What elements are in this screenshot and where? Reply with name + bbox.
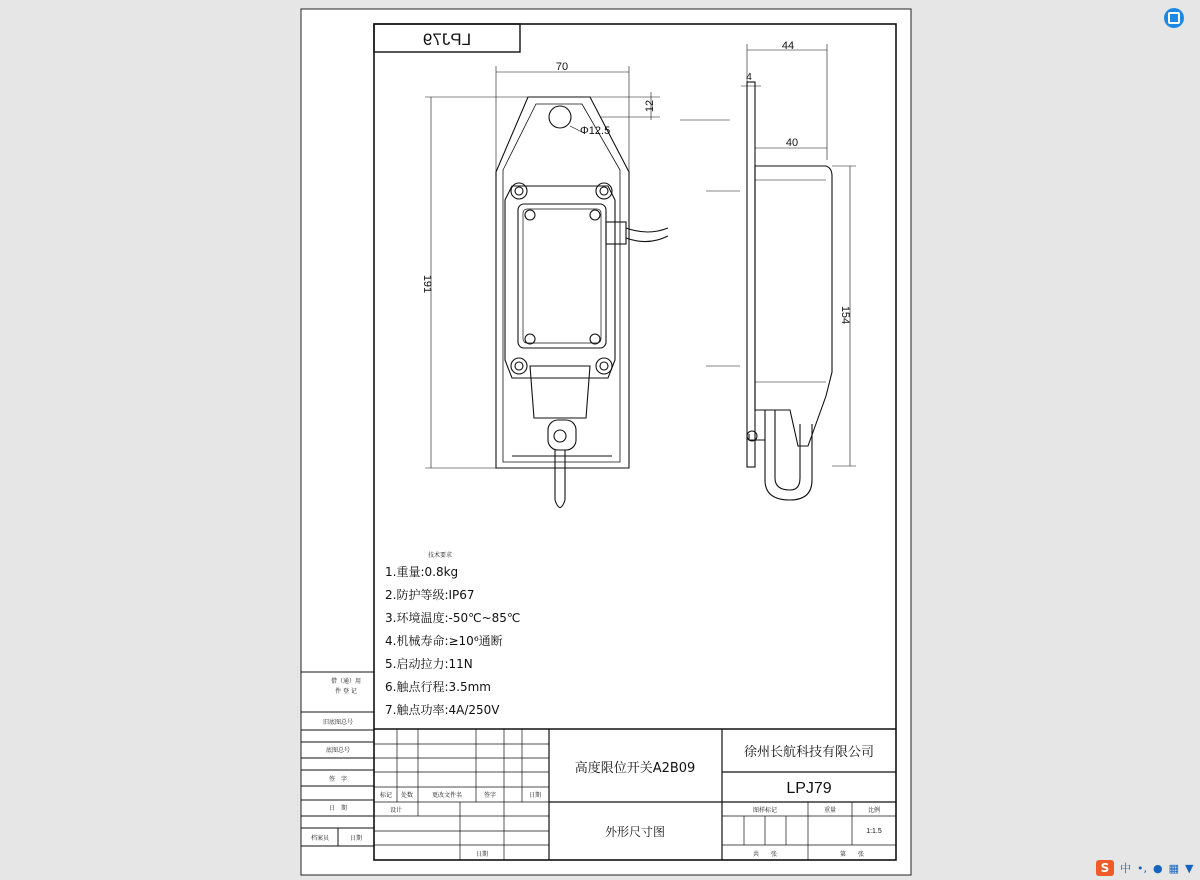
- ime-toolbar[interactable]: [1096, 858, 1193, 878]
- rev-sign-header: 签字: [483, 792, 497, 799]
- drawing-name: 外形尺寸图: [604, 825, 666, 839]
- dim-body-height: 154: [839, 305, 851, 325]
- rev-mark-header: 标记: [379, 792, 393, 799]
- company-name: 徐州长航科技有限公司: [743, 745, 875, 760]
- design-label: 设计: [389, 807, 403, 814]
- svg-text:1.重量:0.8kg: 1.重量:0.8kg: [385, 565, 459, 579]
- dim-body-depth: 40: [785, 137, 799, 149]
- svg-text:技术要求: 技术要求: [427, 552, 453, 559]
- keyboard-icon[interactable]: ▦: [1168, 861, 1180, 875]
- ime-language-toggle[interactable]: 中: [1120, 862, 1131, 875]
- rev-doc-header: 更改文件名: [431, 792, 463, 799]
- date-label: 日 期: [328, 805, 348, 812]
- used-in-label-2: 件 登 记: [335, 688, 357, 695]
- svg-text:4.机械寿命:≥10⁶通断: 4.机械寿命:≥10⁶通断: [385, 634, 503, 648]
- archive-no-label: 档案员: [310, 835, 330, 842]
- punct-icon[interactable]: •,: [1137, 861, 1147, 875]
- sheet-no: 第 张: [839, 851, 865, 858]
- dim-total-depth: 44: [781, 40, 795, 52]
- dim-width: 70: [555, 61, 569, 73]
- used-in-label-1: 借（通）用: [330, 678, 362, 685]
- archive-date-label: 日期: [349, 835, 363, 842]
- stage-label: 图样标记: [752, 807, 778, 814]
- svg-text:7.触点功率:4A/250V: 7.触点功率:4A/250V: [385, 703, 500, 717]
- old-drawing-no-label: 旧底图总号: [322, 719, 354, 726]
- mic-icon[interactable]: ●: [1153, 861, 1163, 875]
- title-date-label: 日期: [475, 851, 489, 858]
- scale-value: 1:1.5: [866, 828, 882, 835]
- total-sheets: 共 张: [752, 851, 778, 858]
- dim-hole: Φ12.5: [580, 125, 611, 137]
- ime-logo-icon[interactable]: S: [1096, 860, 1114, 876]
- base-drawing-no-label: 底图总号: [325, 747, 351, 754]
- window-icon: [1168, 12, 1180, 24]
- shirt-icon[interactable]: ▼: [1185, 861, 1194, 875]
- dim-plate: 4: [746, 72, 752, 83]
- dim-top: 12: [644, 99, 656, 113]
- svg-text:3.环境温度:-50℃~85℃: 3.环境温度:-50℃~85℃: [385, 611, 521, 625]
- dim-height: 191: [421, 274, 433, 294]
- scale-label: 比例: [867, 807, 881, 814]
- viewer-toggle-button[interactable]: [1164, 8, 1184, 28]
- weight-label: 重量: [823, 807, 837, 814]
- signature-label: 签 字: [328, 776, 348, 783]
- svg-text:5.启动拉力:11N: 5.启动拉力:11N: [385, 657, 473, 671]
- svg-text:2.防护等级:IP67: 2.防护等级:IP67: [385, 588, 475, 602]
- svg-text:LPJ79: LPJ79: [422, 30, 472, 49]
- rev-date-header: 日期: [528, 792, 542, 799]
- drawing-code: LPJ79: [786, 780, 832, 797]
- product-name: 高度限位开关A2B09: [574, 761, 696, 776]
- rev-count-header: 处数: [400, 792, 414, 799]
- svg-text:6.触点行程:3.5mm: 6.触点行程:3.5mm: [385, 680, 491, 694]
